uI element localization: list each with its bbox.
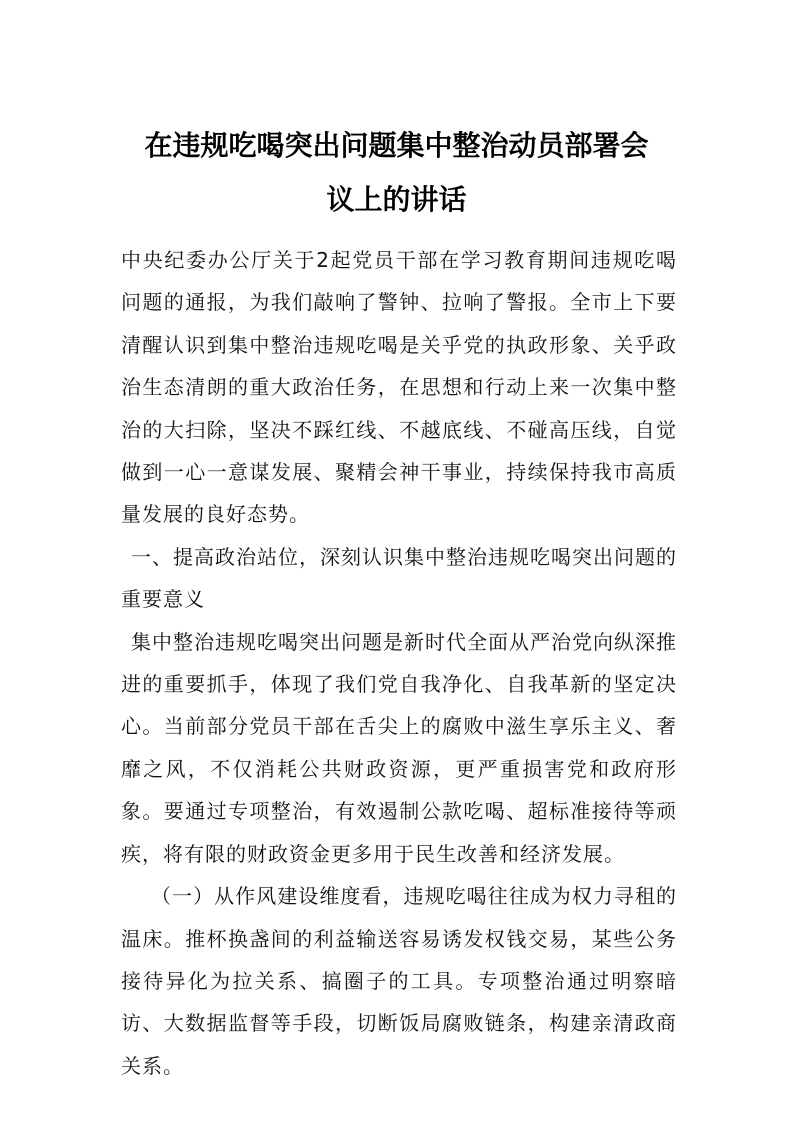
- document-title: [100, 119, 693, 227]
- body-paragraph-subsection-1: （一）从作风建设维度看，违规吃喝往往成为权力寻租的温床。推杯换盏间的利益输送容易诱发权钱交易，某些公务接待异化为拉关系、搞圈子的工具。专项整治通过明察暗访、大数据监督等手段，切断饭局腐败链条，构建亲清政商关系。: [121, 884, 677, 1078]
- document-title-line-2: 议上的讲话: [326, 183, 467, 216]
- body-paragraph-section-1: 集中整治违规吃喝突出问题是新时代全面从严治党向纵深推进的重要抓手，体现了我们党自我净化、自我革新的坚定决心。当前部分党员干部在舌尖上的腐败中滋生享乐主义、奢靡之风，不仅消耗公共财政资源，更严重损害党和政府形象。要通过专项整治，有效遏制公款吃喝、超标准接待等顽疾，将有限的财政资金更多用于民生改善和经济发展。: [121, 629, 677, 866]
- document-body: [121, 239, 677, 1087]
- section-heading-1: 一、提高政治站位，深刻认识集中整治违规吃喝突出问题的重要意义: [121, 544, 677, 612]
- body-paragraph-intro: 中央纪委办公厅关于2起党员干部在学习教育期间违规吃喝问题的通报，为我们敲响了警钟、拉响了警报。全市上下要清醒认识到集中整治违规吃喝是关乎党的执政形象、关乎政治生态清朗的重大政治任务，在思想和行动上来一次集中整治的大扫除，坚决不踩红线、不越底线、不碰高压线，自觉做到一心一意谋发展、聚精会神干事业，持续保持我市高质量发展的良好态势。: [121, 248, 677, 527]
- document-title-line-1: 在违规吃喝突出问题集中整治动员部署会: [144, 129, 649, 162]
